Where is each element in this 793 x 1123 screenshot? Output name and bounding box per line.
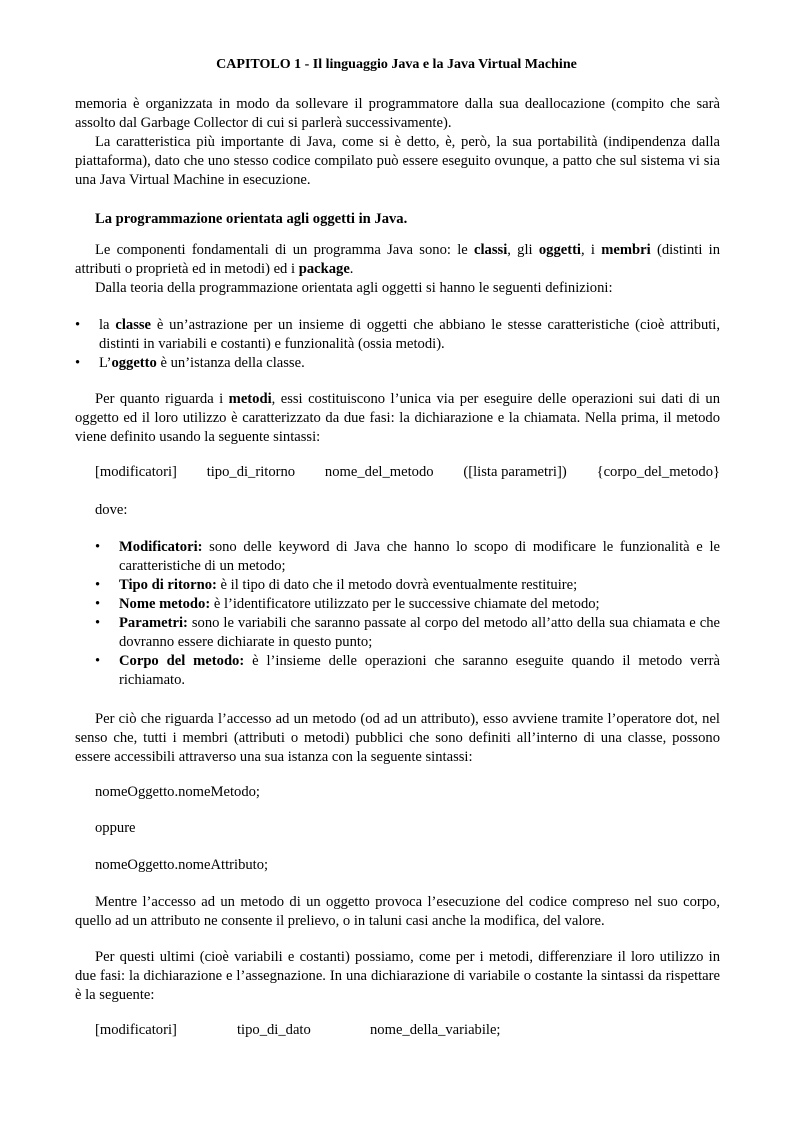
section-heading: La programmazione orientata agli oggetti in Java.	[95, 211, 408, 227]
paragraph-portability: La caratteristica più importante di Java, come si è detto, è, però, la sua portabilità (indipendenza dalla piattaforma), dato che uno stesso codice compilato può essere eseguito ovunque, a patto che sul sistema vi sia una Java Virtual Machine in esecuzione.	[75, 134, 720, 188]
bullet-icon: •	[95, 539, 101, 555]
paragraph-access-effects: Mentre l’accesso ad un metodo di un oggetto provoca l’esecuzione del codice compreso nel suo corpo, quello ad un attributo ne consente il prelievo, o in taluni casi anche la modifica, del valore.	[75, 894, 720, 929]
bullet-icon: •	[75, 317, 81, 333]
paragraph-memory: memoria è organizzata in modo da sollevare il programmatore dalla sua deallocazione (compito che sarà assolto dal Garbage Collector di cui si parlerà successivamente).	[75, 96, 720, 131]
paragraph-definitions-intro: Dalla teoria della programmazione orientata agli oggetti si hanno le seguenti definizioni:	[95, 280, 613, 296]
term-package: package	[298, 261, 350, 277]
page-header: CAPITOLO 1 - Il linguaggio Java e la Java Virtual Machine	[216, 57, 577, 72]
method-parts-list	[95, 538, 720, 690]
list-item: • Nome metodo: è l’identificatore utilizzato per le successive chiamate del metodo;	[95, 596, 600, 612]
term-membri: membri	[601, 242, 651, 258]
list-item: • la classe è un’astrazione per un insieme di oggetti che abbiano le stesse caratteristiche (cioè attributi, distinti in variabili e costanti) e funzionalità (ossia metodi).	[75, 317, 720, 352]
list-item: • L’oggetto è un’istanza della classe.	[75, 355, 305, 371]
list-item: • Corpo del metodo: è l’insieme delle operazioni che saranno eseguite quando il metodo verrà richiamato.	[95, 653, 720, 688]
oppure-label: oppure	[95, 820, 136, 836]
code-attribute-access: nomeOggetto.nomeAttributo;	[95, 857, 269, 873]
paragraph-variables: Per questi ultimi (cioè variabili e costanti) possiamo, come per i metodi, differenziare il loro utilizzo in due fasi: la dichiarazione e l’assegnazione. In una dichiarazione di variabile o costante la sintassi da rispettare è la seguente:	[75, 949, 720, 1003]
definitions-list	[75, 316, 720, 373]
bullet-icon: •	[95, 615, 101, 631]
list-item: • Tipo di ritorno: è il tipo di dato che il metodo dovrà eventualmente restituire;	[95, 577, 578, 593]
paragraph-access: Per ciò che riguarda l’accesso ad un metodo (od ad un attributo), esso avviene tramite l’operatore dot, nel senso che, tutti i membri (attributi o metodi) pubblici che sono definiti all’interno di una classe, possono essere accessibili attraverso una sua istanza con la seguente sintassi:	[75, 711, 720, 765]
method-syntax: [modificatori] tipo_di_ritorno nome_del_metodo ([lista parametri]) {corpo_del_metodo}	[95, 464, 720, 480]
dove-label: dove:	[95, 502, 128, 518]
list-item: • Parametri: sono le variabili che saranno passate al corpo del metodo all’atto della sua chiamata e che dovranno essere dichiarate in questo punto;	[95, 615, 720, 650]
code-method-access: nomeOggetto.nomeMetodo;	[95, 784, 260, 800]
term-oggetti: oggetti	[538, 242, 581, 258]
paragraph-components: Le componenti fondamentali di un programma Java sono: le classi, gli oggetti, i membri (distinti in attributi o proprietà ed in metodi) ed i package.	[75, 242, 720, 277]
bullet-icon: •	[95, 653, 101, 669]
list-item: • Modificatori: sono delle keyword di Java che hanno lo scopo di modificare le funzionalità e le caratteristiche di un metodo;	[95, 539, 720, 574]
paragraph-metodi: Per quanto riguarda i metodi, essi costituiscono l’unica via per eseguire delle operazioni sui dati di un oggetto ed il loro utilizzo è caratterizzato da due fasi: la dichiarazione e la chiamata. Nella prima, il metodo viene definito usando la seguente sintassi:	[75, 391, 720, 445]
paragraph-intro	[75, 95, 720, 190]
term-classi: classi	[474, 242, 508, 258]
term-metodi: metodi	[228, 391, 272, 407]
bullet-icon: •	[95, 577, 101, 593]
bullet-icon: •	[75, 355, 81, 371]
variable-syntax: [modificatori] tipo_di_dato nome_della_variabile;	[95, 1022, 501, 1038]
bullet-icon: •	[95, 596, 101, 612]
